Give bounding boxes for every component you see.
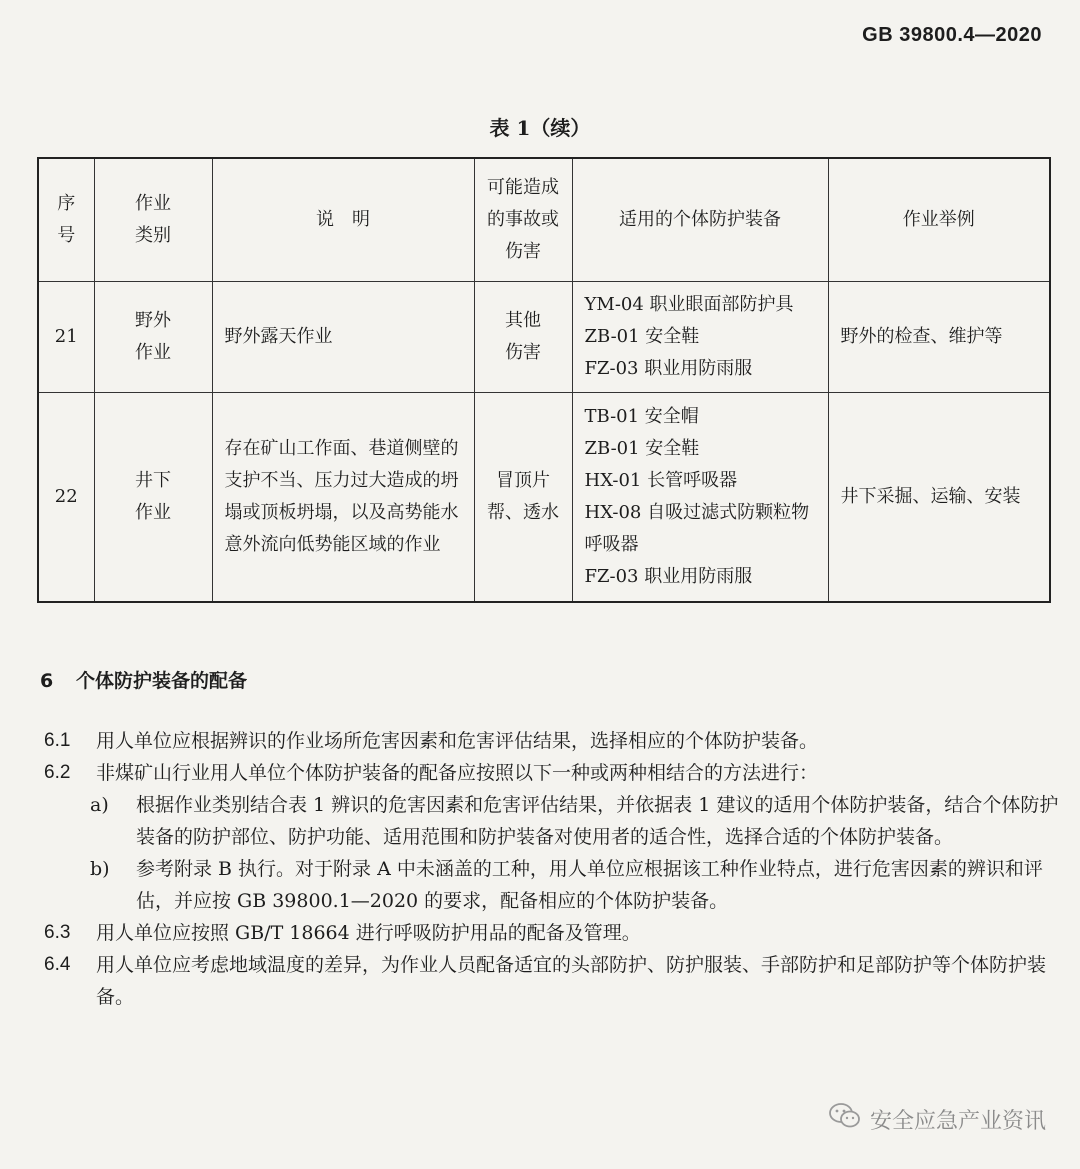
list-item-text: 根据作业类别结合表 1 辨识的危害因素和危害评估结果，并依据表 1 建议的适用个体防护装备，结合个体防护装备的防护部位、防护功能、适用范围和防护装备对使用者的适合性，选择合适的个体防护装备。 [136,794,1059,848]
ppe-item: FZ-03 职业用防雨服 [584,566,753,587]
clause-number: 6.3 [44,922,71,943]
cell-example: 井下采掘、运输、安装 [828,393,1050,603]
watermark [828,1102,1046,1136]
ppe-item: ZB-01 安全鞋 [584,326,700,347]
cell-category: 井下 作业 [94,393,212,603]
section-number: 6 [40,670,54,692]
cell-hazard: 其他 伤害 [474,282,572,393]
ppe-table [37,157,1051,603]
clause-6-1 [44,725,1059,757]
ppe-item: ZB-01 安全鞋 [584,438,700,459]
cell-no: 22 [38,393,94,603]
list-item-label: b) [90,858,110,880]
clause-number: 6.1 [44,730,71,751]
table-header-row [38,158,1050,282]
col-header-category: 作业 类别 [94,158,212,282]
table-row [38,393,1050,603]
cell-ppe [572,282,828,393]
section-heading [40,666,247,693]
clause-number: 6.4 [44,954,71,975]
col-header-description: 说 明 [212,158,474,282]
clause-number: 6.2 [44,762,71,783]
clause-6-2 [44,757,1059,789]
watermark-text: 安全应急产业资讯 [869,1108,1046,1134]
table-title: 表 1（续） [489,116,591,140]
list-item-b [90,853,1059,917]
wechat-icon [828,1102,870,1136]
cell-category: 野外 作业 [94,282,212,393]
clause-text: 用人单位应考虑地域温度的差异，为作业人员配备适宜的头部防护、防护服装、手部防护和足部防护等个体防护装备。 [96,954,1047,1008]
cell-description: 野外露天作业 [212,282,474,393]
clause-6-4 [44,949,1059,1013]
clause-text: 用人单位应根据辨识的作业场所危害因素和危害评估结果，选择相应的个体防护装备。 [96,730,819,752]
ppe-item: HX-01 长管呼吸器 [584,470,738,491]
list-item-text: 参考附录 B 执行。对于附录 A 中未涵盖的工种，用人单位应根据该工种作业特点，进行危害因素的辨识和评估，并应按 GB 39800.1—2020 的要求，配备相应的个体防护装备。 [136,858,1043,912]
ppe-item: FZ-03 职业用防雨服 [584,358,753,379]
cell-no: 21 [38,282,94,393]
clause-text: 非煤矿山行业用人单位个体防护装备的配备应按照以下一种或两种相结合的方法进行： [96,762,819,784]
list-item-a [90,789,1059,853]
cell-ppe [572,393,828,603]
col-header-ppe: 适用的个体防护装备 [572,158,828,282]
col-header-no: 序号 [38,158,94,282]
cell-description: 存在矿山工作面、巷道侧壁的支护不当、压力过大造成的坍塌或顶板坍塌，以及高势能水意外流向低势能区域的作业 [212,393,474,603]
cell-example: 野外的检查、维护等 [828,282,1050,393]
ppe-item: YM-04 职业眼面部防护具 [584,294,794,315]
ppe-item: TB-01 安全帽 [584,406,699,427]
col-header-example: 作业举例 [828,158,1050,282]
list-item-label: a) [90,794,109,816]
clause-text: 用人单位应按照 GB/T 18664 进行呼吸防护用品的配备及管理。 [96,922,641,944]
clause-list [44,725,1059,1013]
cell-hazard: 冒顶片 帮、透水 [474,393,572,603]
standard-number: GB 39800.4—2020 [862,24,1042,46]
col-header-hazard: 可能造成 的事故或 伤害 [474,158,572,282]
clause-6-3 [44,917,1059,949]
ppe-item: HX-08 自吸过滤式防颗粒物呼吸器 [584,502,810,555]
section-title: 个体防护装备的配备 [76,670,248,692]
table-row [38,282,1050,393]
